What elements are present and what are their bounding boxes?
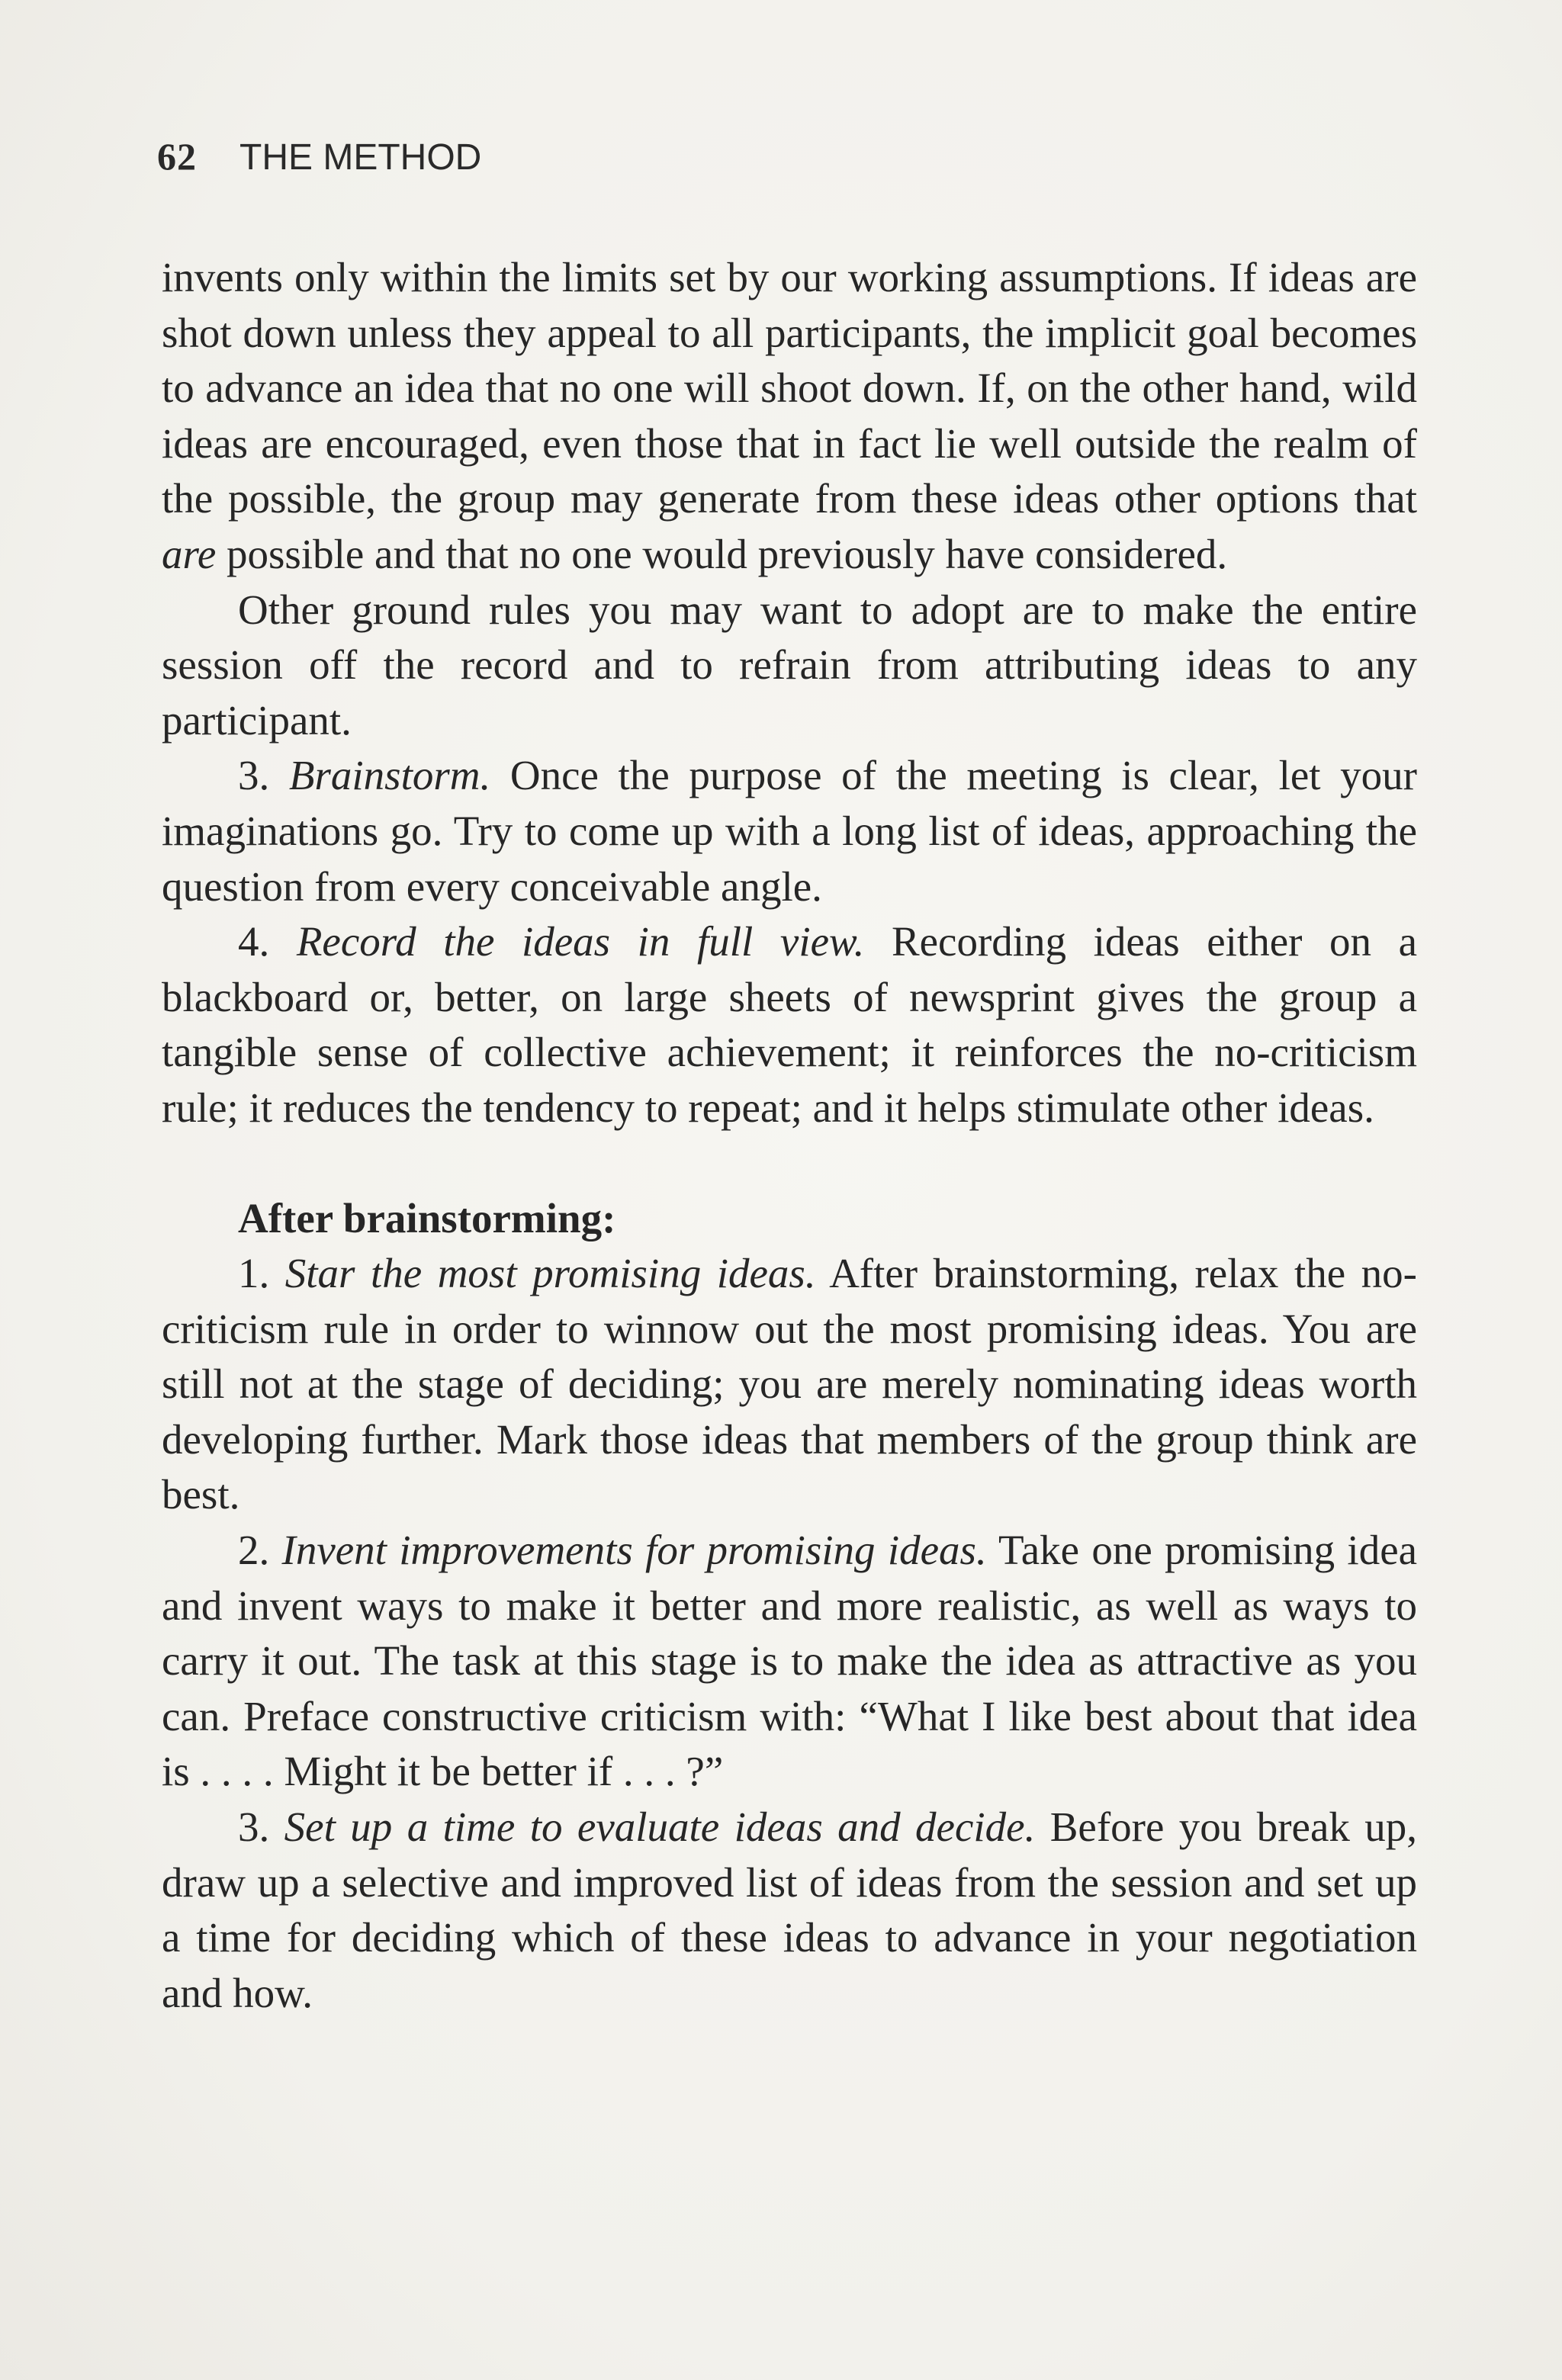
- list-item-title: Invent improvements for promising ideas.: [281, 1527, 987, 1574]
- emphasis-text: are: [162, 530, 217, 577]
- body-text: [162, 250, 1417, 2021]
- list-item-text: Once the purpose of the meeting is clear, let your imaginations go. Try to come up with a long list of ideas, approaching the question from every conceivable angle.: [162, 752, 1417, 910]
- list-number: 1.: [238, 1250, 285, 1297]
- list-item-text: Recording ideas either on a blackboard or, better, on large sheets of newsprint gives the group a tangible sense of collective achievement; it reinforces the no-criticism rule; it reduces the tendency to repeat; and it helps stimulate other ideas.: [162, 918, 1417, 1131]
- list-item-title: Set up a time to evaluate ideas and decide.: [284, 1803, 1036, 1851]
- list-item-invent-improvements: [162, 1523, 1417, 1800]
- list-number: 3.: [238, 1803, 284, 1851]
- list-number: 2.: [238, 1527, 282, 1574]
- list-item-title: Record the ideas in full view.: [296, 918, 865, 965]
- list-item-text: Before you break up, draw up a selective and improved list of ideas from the session and set up a time for deciding which of these ideas to advance in your negotiation and how.: [162, 1803, 1418, 2016]
- paragraph-ground-rules: [162, 583, 1417, 749]
- list-item-set-up-time: [162, 1800, 1417, 2021]
- list-number: 4.: [238, 918, 297, 965]
- list-item-star-ideas: [162, 1246, 1417, 1523]
- list-item-title: Brainstorm.: [288, 752, 491, 799]
- paragraph-text: possible and that no one would previously have considered.: [216, 530, 1228, 577]
- list-item-text: Take one promising idea and invent ways to make it better and more realistic, as well as ways to carry it out. The task at this stage is to make the idea as attractive as you can. Preface constructive criticism with: “What I like best about that idea is . . . . Might it be better if . . . ?”: [162, 1527, 1418, 1795]
- paragraph-continuation: [162, 250, 1417, 583]
- list-number: 3.: [238, 752, 289, 799]
- list-item-brainstorm: [162, 748, 1417, 914]
- list-item-title: Star the most promising ideas.: [284, 1250, 816, 1297]
- subheading-after-brainstorming: After brainstorming:: [238, 1194, 616, 1241]
- running-head: [157, 134, 481, 188]
- list-item-record-ideas: [162, 914, 1417, 1135]
- paragraph-text: invents only within the limits set by our working assumptions. If ideas are shot down unless they appeal to all participants, the implicit goal becomes to advance an idea that no one will shoot down. If, on the other hand, wild ideas are encouraged, even those that in fact lie well outside the realm of the possible, the group may generate from these ideas other options that: [162, 254, 1417, 522]
- section-title: THE METHOD: [239, 137, 482, 178]
- page-number: 62: [157, 135, 197, 178]
- paragraph-text: Other ground rules you may want to adopt are to make the entire session off the record and to refrain from attributing ideas to any participant.: [162, 586, 1417, 744]
- list-item-text: After brainstorming, relax the no-criticism rule in order to winnow out the most promising ideas. You are still not at the stage of deciding; you are merely nominating ideas worth developing further. Mark those ideas that members of the group think are best.: [162, 1250, 1417, 1518]
